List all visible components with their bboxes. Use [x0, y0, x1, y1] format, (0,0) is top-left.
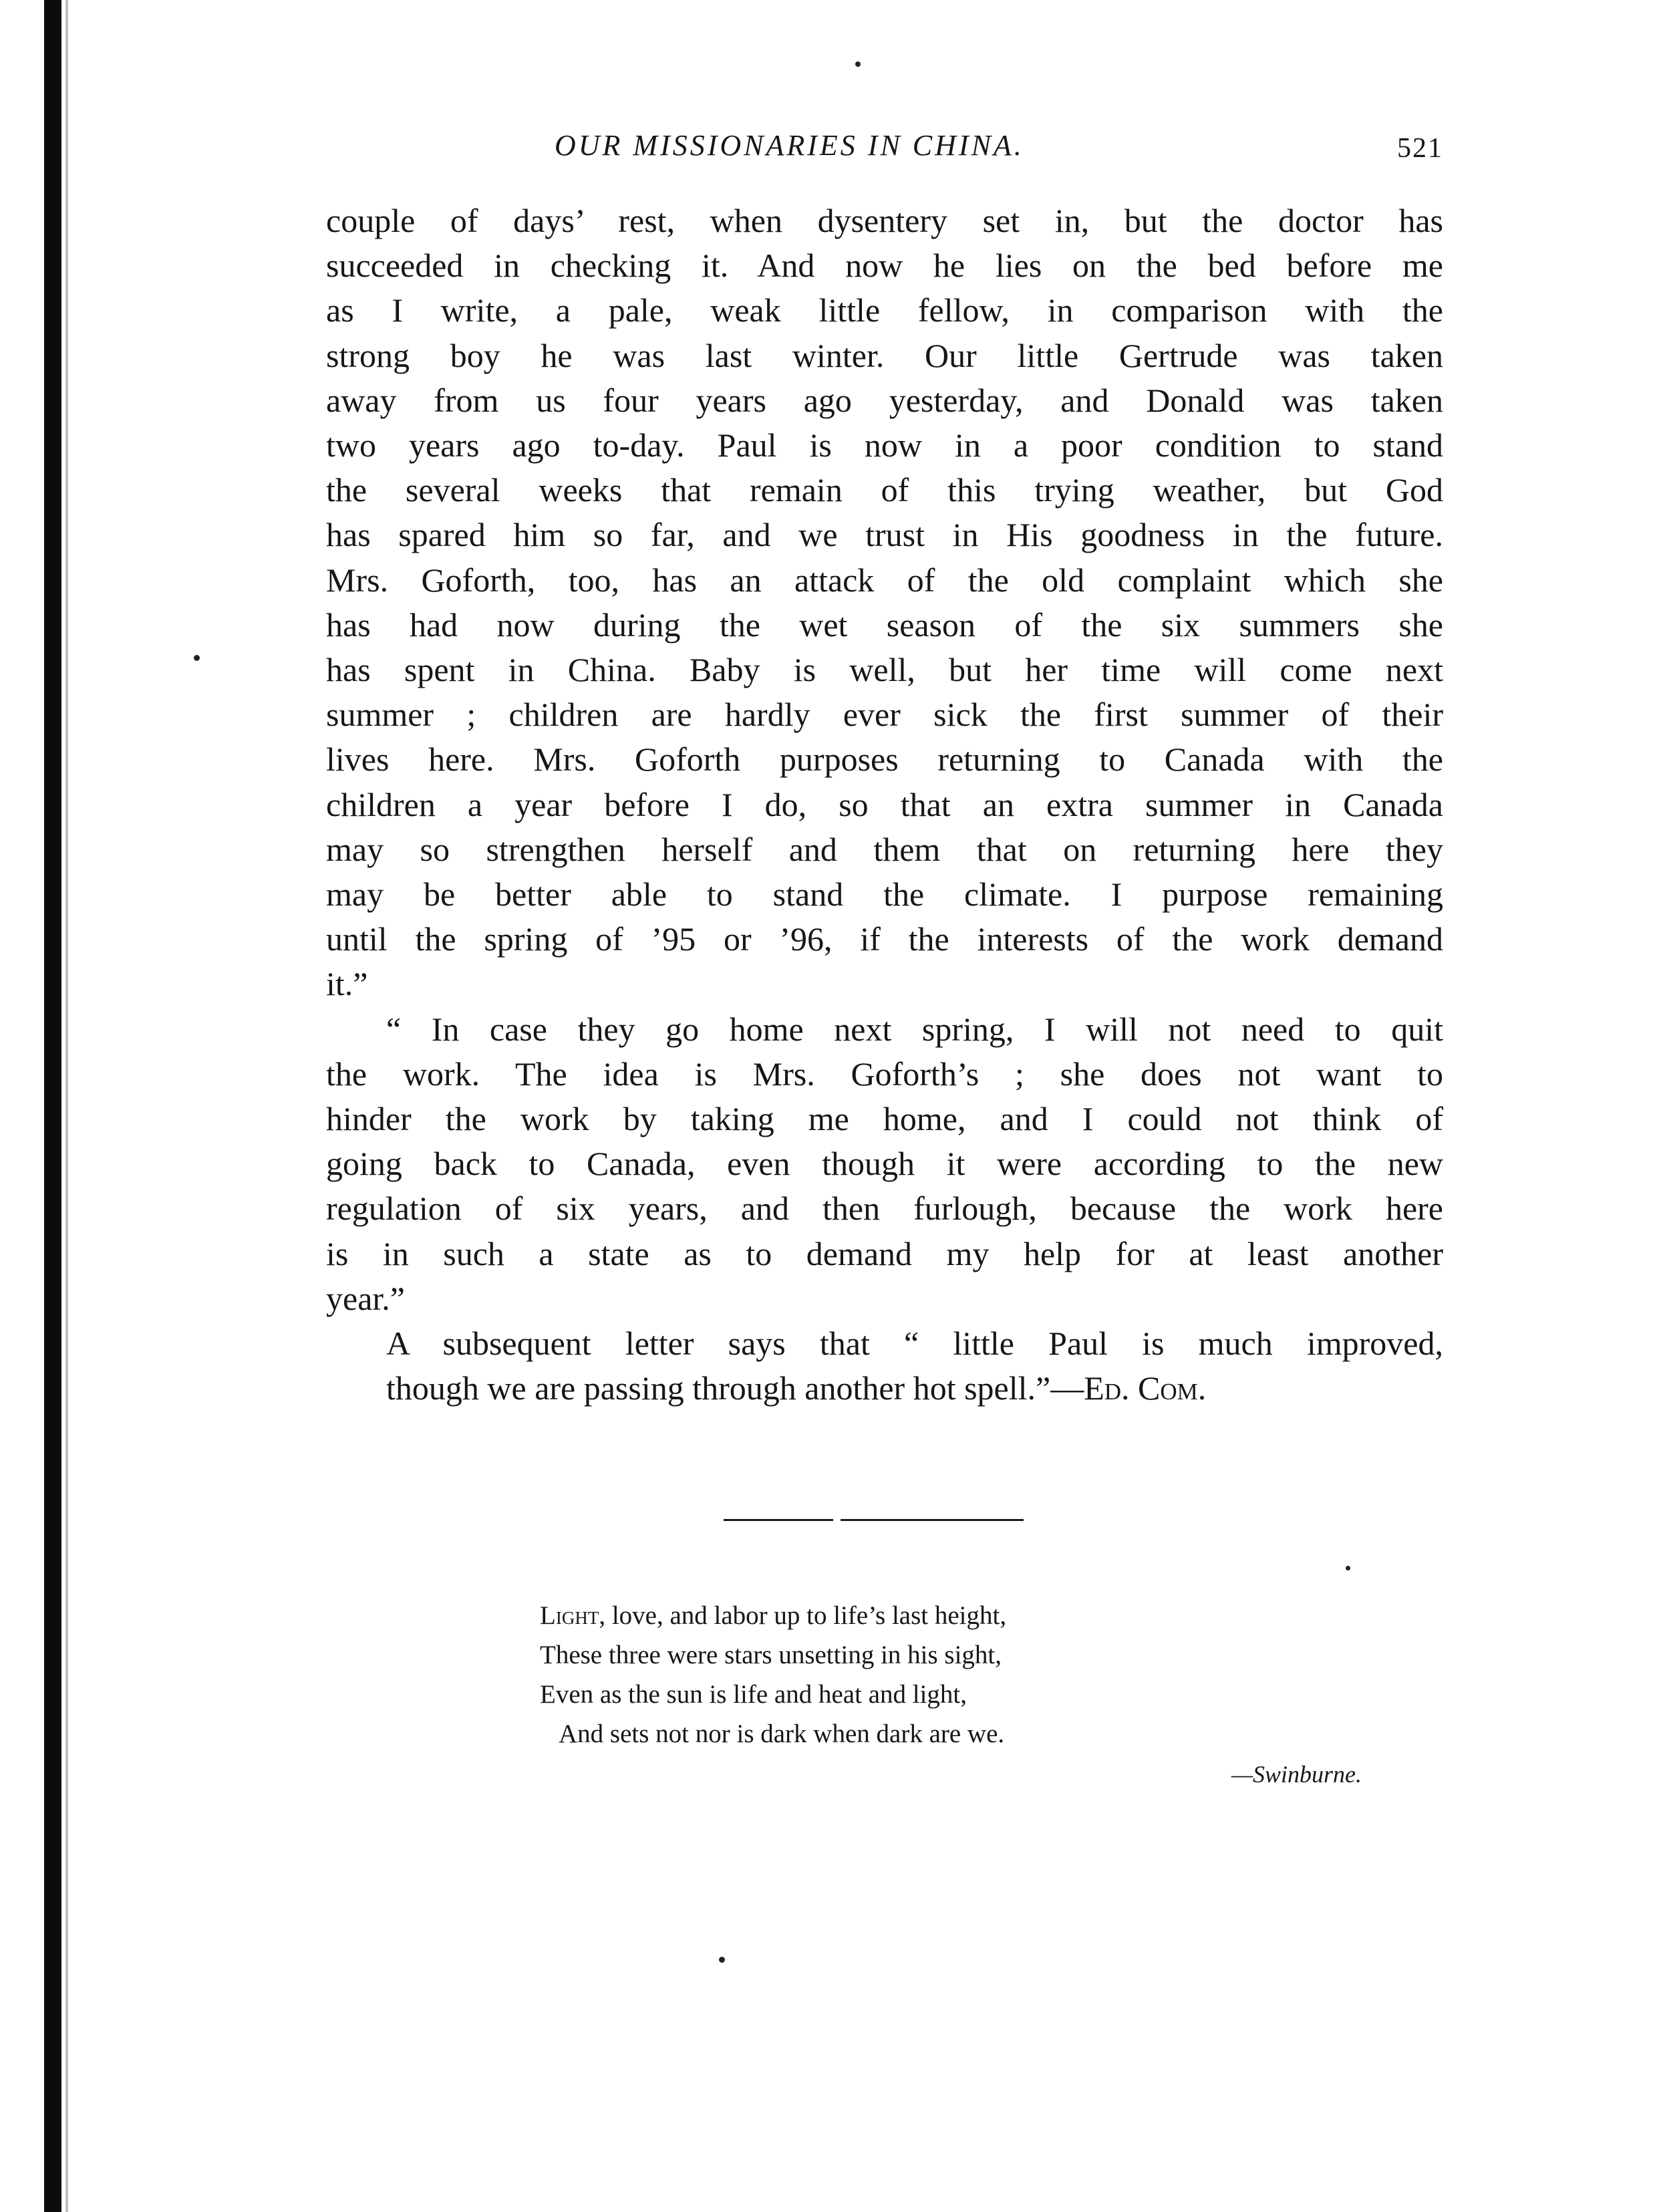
closing-text: though we are passing through another hot spell.”— [386, 1369, 1084, 1407]
letter-body [326, 198, 1443, 1411]
section-divider-right [841, 1519, 1024, 1521]
text-line: two years ago to-day. Paul is now in a poor condition to stand [326, 426, 1443, 464]
text-line: the work. The idea is Mrs. Goforth’s ; she does not want to [326, 1055, 1443, 1093]
text-line: summer ; children are hardly ever sick the first summer of their [326, 696, 1443, 734]
editor-signature: Ed. Com. [1084, 1369, 1207, 1407]
text-line: couple of days’ rest, when dysentery set in, but the doctor has [326, 202, 1443, 239]
text-line: may so strengthen herself and them that on returning here they [326, 830, 1443, 868]
page-number: 521 [1397, 133, 1443, 164]
text-line: may be better able to stand the climate. I purpose remaining [326, 875, 1443, 914]
text-line: has had now during the wet season of the six summers she [326, 605, 1443, 644]
closing-line [326, 1366, 1443, 1411]
text-line: lives here. Mrs. Goforth purposes returning to Canada with the [326, 740, 1443, 779]
text-line: until the spring of ’95 or ’96, if the interests of the work demand [326, 920, 1443, 958]
text-line: regulation of six years, and then furlough, because the work here [326, 1190, 1443, 1228]
text-line: as I write, a pale, weak little fellow, in comparison with the [326, 291, 1443, 329]
section-divider-left [724, 1519, 833, 1521]
running-head [334, 128, 1443, 182]
text-line: strong boy he was last winter. Our little Gertrude was taken [326, 336, 1443, 374]
scan-speck [719, 1957, 725, 1963]
letter-paragraphs [326, 198, 1443, 1366]
text-line: the several weeks that remain of this trying weather, but God [326, 471, 1443, 509]
text-line: succeeded in checking it. And now he lies on the bed before me [326, 247, 1443, 285]
poem-first-word-rest: ight [555, 1601, 599, 1630]
running-title: OUR MISSIONARIES IN CHINA. [555, 129, 1024, 162]
text-line: has spent in China. Baby is well, but her time will come next [326, 651, 1443, 689]
text-line: “ In case they go home next spring, I will not need to quit [386, 1010, 1443, 1048]
poem-line-2: These three were stars unsetting in his sight, [540, 1641, 1002, 1669]
poem-drop-letter: L [540, 1601, 556, 1630]
scan-speck [1346, 1566, 1350, 1570]
text-line: Mrs. Goforth, too, has an attack of the old complaint which she [326, 561, 1443, 599]
text-line: going back to Canada, even though it were according to the new [326, 1145, 1443, 1183]
poem-epigraph [540, 1596, 1362, 1788]
poem-line-1 [540, 1596, 1362, 1635]
text-line: it.” [326, 965, 368, 1003]
text-line: A subsequent letter says that “ little Paul is much improved, [386, 1325, 1443, 1363]
text-line: hinder the work by taking me home, and I could not think of [326, 1100, 1443, 1138]
scan-speck [855, 61, 861, 67]
poem-attribution: —Swinburne. [1231, 1761, 1362, 1788]
page-binding-edge [44, 0, 61, 2212]
scan-speck [194, 655, 200, 661]
page-binding-shadow [65, 0, 68, 2212]
text-line: has spared him so far, and we trust in His goodness in the future. [326, 516, 1443, 554]
text-line: year.” [326, 1279, 405, 1317]
poem-line-4: And sets not nor is dark when dark are we. [559, 1719, 1005, 1748]
text-line: away from us four years ago yesterday, and Donald was taken [326, 381, 1443, 419]
poem-first-line-rest: , love, and labor up to life’s last height, [599, 1601, 1007, 1630]
poem-line-3: Even as the sun is life and heat and light, [540, 1680, 967, 1709]
text-line: children a year before I do, so that an extra summer in Canada [326, 785, 1443, 823]
text-line: is in such a state as to demand my help for at least another [326, 1234, 1443, 1272]
